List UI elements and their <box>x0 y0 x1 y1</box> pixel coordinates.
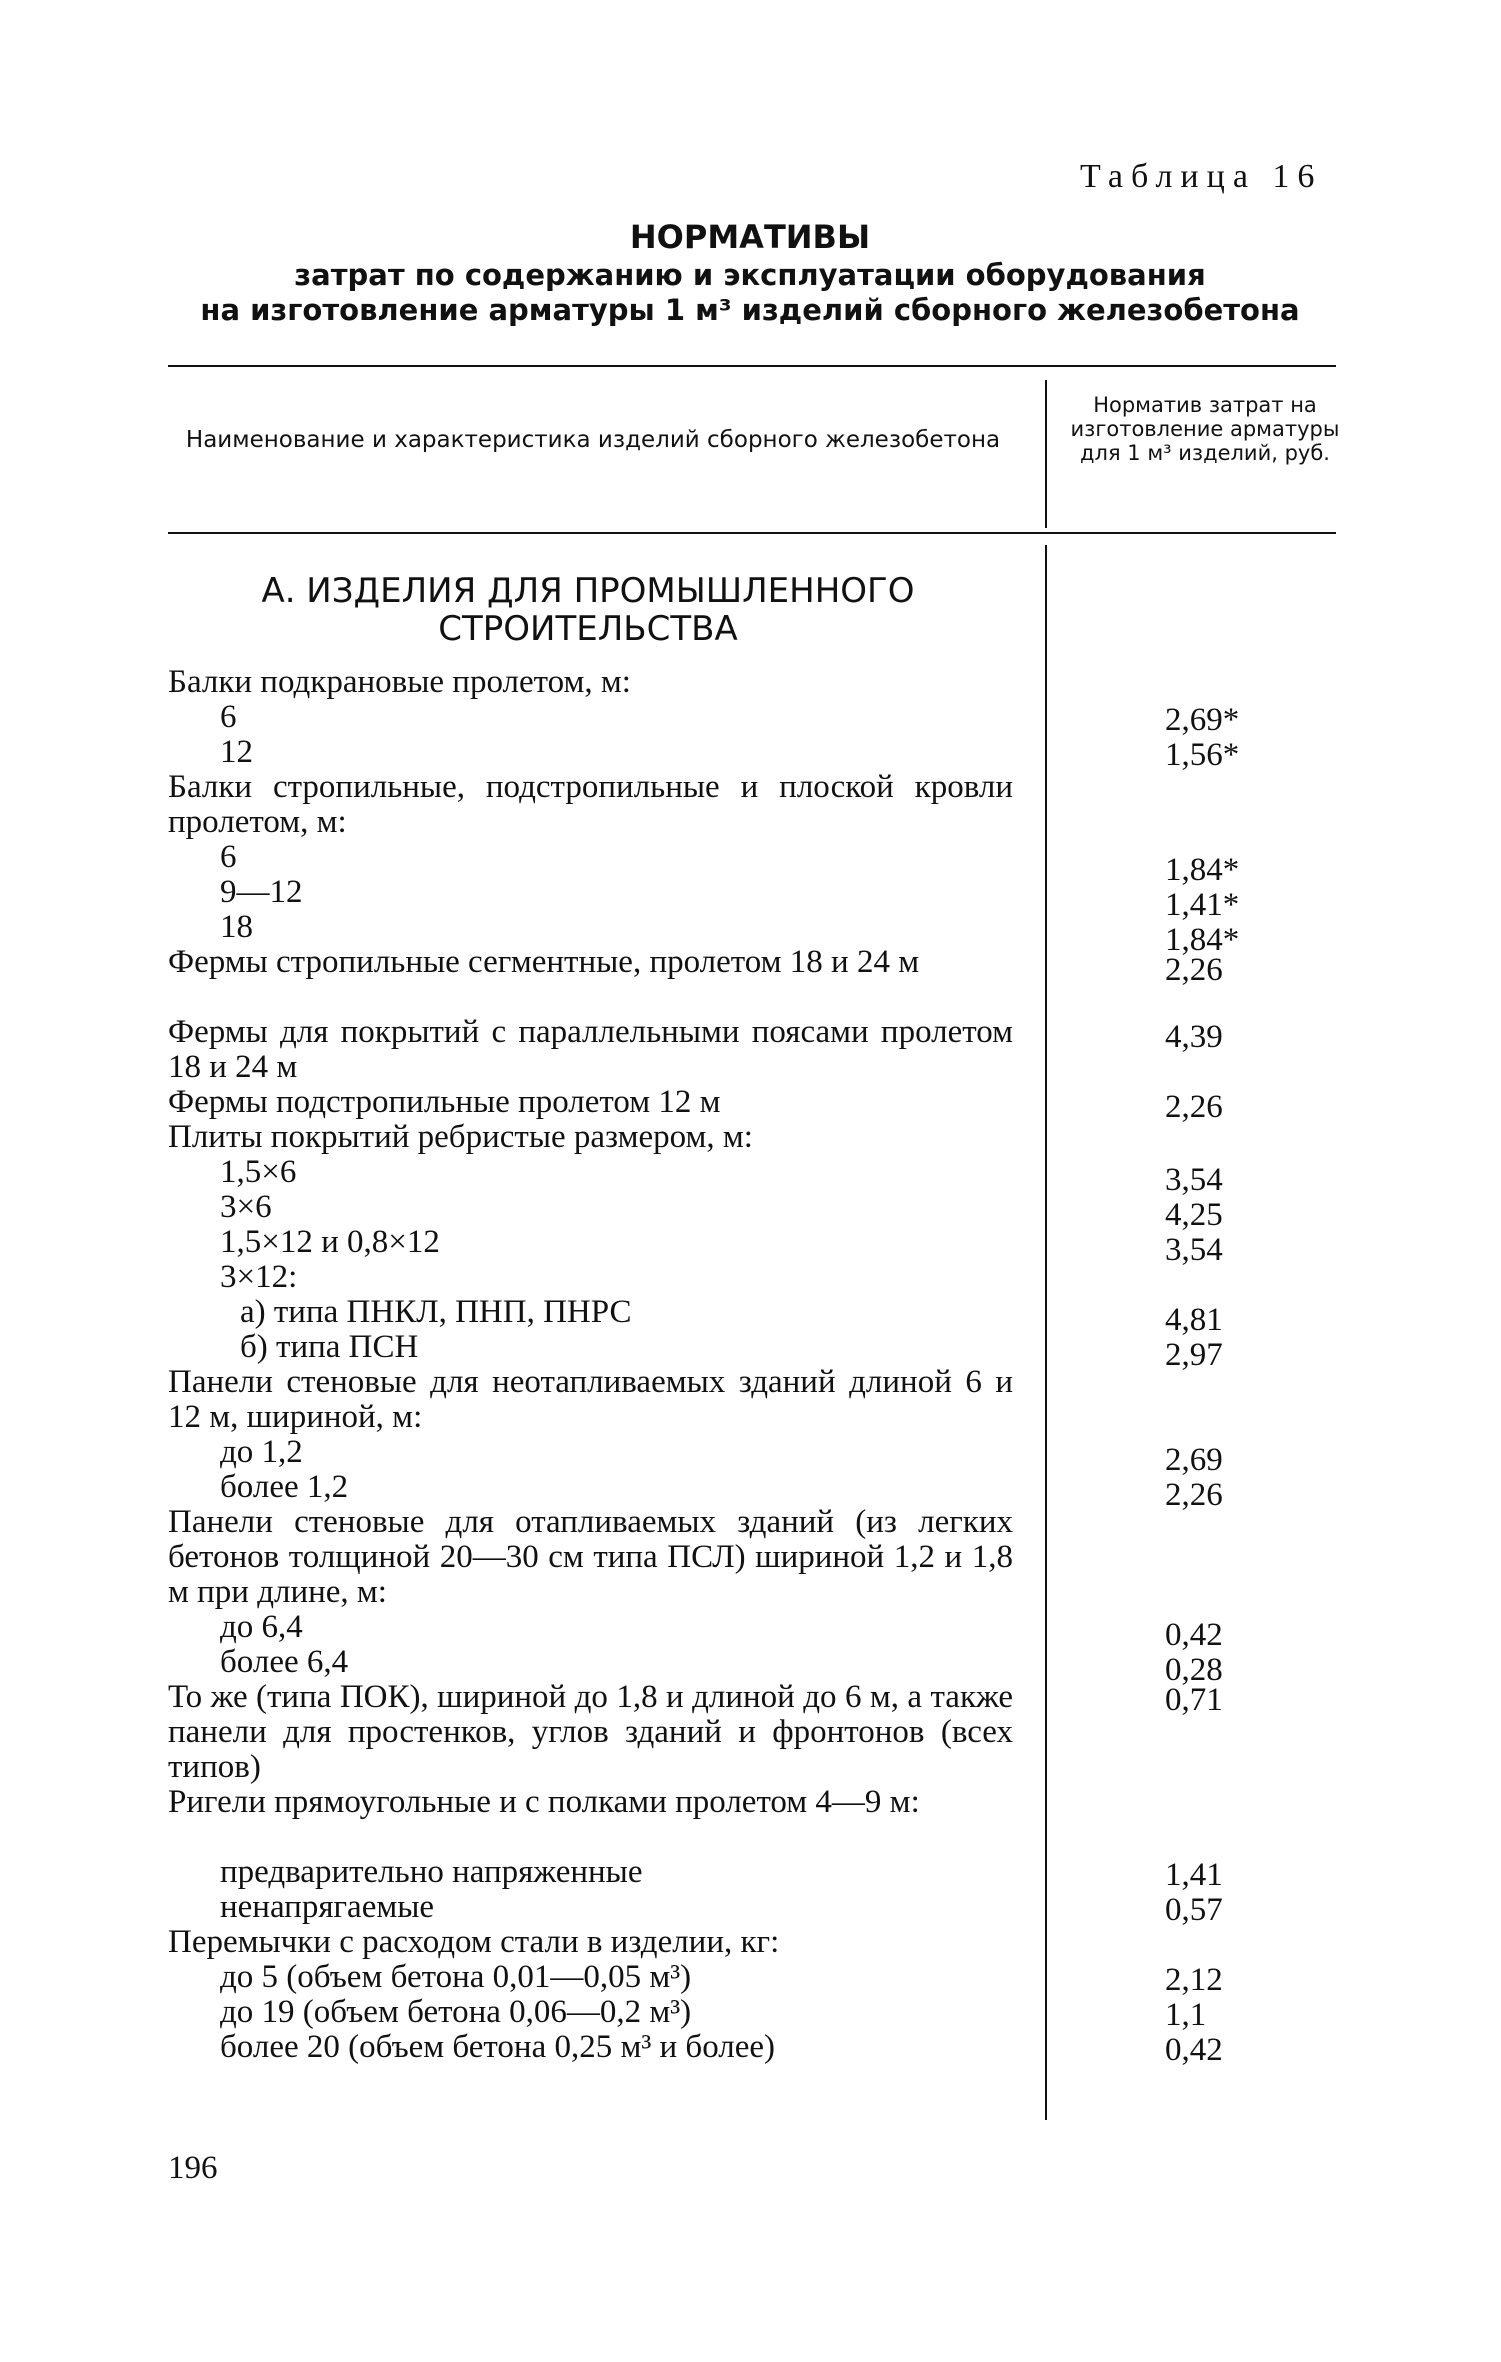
row-label: более 20 (объем бетона 0,25 м³ и более) <box>220 2029 776 2065</box>
row-value: 1,41 <box>1165 1857 1223 1893</box>
row-label: 18 <box>220 909 253 945</box>
page-number: 196 <box>168 2150 218 2186</box>
row-value: 1,84* <box>1165 922 1240 958</box>
row-value: 0,42 <box>1165 1617 1223 1653</box>
row-label: более 6,4 <box>220 1644 349 1680</box>
row-value: 3,54 <box>1165 1232 1223 1268</box>
row-value: 0,42 <box>1165 2032 1223 2068</box>
row-value: 1,41* <box>1165 887 1240 923</box>
row-value: 2,12 <box>1165 1962 1223 1998</box>
row-value: 4,39 <box>1165 1019 1223 1055</box>
row-value: 1,1 <box>1165 1997 1207 2033</box>
row-value: 1,84* <box>1165 852 1240 888</box>
row-value: 2,69* <box>1165 702 1240 738</box>
row-label: более 1,2 <box>220 1469 349 1505</box>
section-heading: А. ИЗДЕЛИЯ ДЛЯ ПРОМЫШЛЕННОГО СТРОИТЕЛЬСТВА <box>261 571 915 649</box>
row-label: предварительно напряженные <box>220 1854 643 1890</box>
table-number: Таблица 16 <box>1080 158 1323 195</box>
row-label: 3×6 <box>220 1189 272 1225</box>
row-label: 6 <box>220 699 237 735</box>
row-value: 3,54 <box>1165 1162 1223 1198</box>
row-value: 2,26 <box>1165 1477 1223 1513</box>
row-value: 2,97 <box>1165 1337 1223 1373</box>
row-value: 2,26 <box>1165 1089 1223 1125</box>
header-bottom-rule <box>168 532 1336 534</box>
row-label: Фермы подстропильные пролетом 12 м <box>168 1084 721 1120</box>
row-label: а) типа ПНКЛ, ПНП, ПНРС <box>240 1294 632 1330</box>
row-label: до 5 (объем бетона 0,01—0,05 м³) <box>220 1959 692 1995</box>
row-label: 6 <box>220 839 237 875</box>
row-label: до 6,4 <box>220 1609 303 1645</box>
row-label: 1,5×12 и 0,8×12 <box>220 1224 440 1260</box>
row-value: 2,26 <box>1165 952 1223 988</box>
row-label: Ригели прямоугольные и с полками пролетом 4—9 м: <box>168 1784 920 1820</box>
row-label: Фермы для покрытий с параллельными поясами пролетом 18 и 24 м <box>168 1014 1013 1085</box>
row-label: 9—12 <box>220 874 303 910</box>
row-label: Балки подкрановые пролетом, м: <box>168 664 631 700</box>
row-value: 2,69 <box>1165 1442 1223 1478</box>
row-label: Плиты покрытий ребристые размером, м: <box>168 1119 753 1155</box>
row-value: 0,71 <box>1165 1682 1223 1718</box>
row-label: 3×12: <box>220 1259 298 1295</box>
row-label: ненапрягаемые <box>220 1889 435 1925</box>
row-value: 4,25 <box>1165 1197 1223 1233</box>
row-label: Панели стеновые для отапливаемых зданий (из легких бетонов толщиной 20—30 см типа ПСЛ) шириной 1,2 и 1,8 м при длине, м: <box>168 1504 1013 1610</box>
row-label: до 19 (объем бетона 0,06—0,2 м³) <box>220 1994 692 2030</box>
row-label: до 1,2 <box>220 1434 303 1470</box>
table-subtitle-line-1: затрат по содержанию и эксплуатации оборудования <box>294 258 1206 292</box>
row-value: 0,57 <box>1165 1892 1223 1928</box>
row-label: б) типа ПСН <box>240 1329 419 1365</box>
row-label: Балки стропильные, подстропильные и плоской кровли пролетом, м: <box>168 769 1013 840</box>
row-label: Панели стеновые для неотапливаемых зданий длиной 6 и 12 м, шириной, м: <box>168 1364 1013 1435</box>
row-label: 1,5×6 <box>220 1154 297 1190</box>
row-value: 4,81 <box>1165 1302 1223 1338</box>
row-label: То же (типа ПОК), шириной до 1,8 и длиной до 6 м, а также панели для простенков, углов зданий и фронтонов (всех типов) <box>168 1679 1013 1785</box>
column-header-norm: Норматив затрат на изготовление арматуры для 1 м³ изделий, руб. <box>1070 393 1340 465</box>
row-label: Фермы стропильные сегментные, пролетом 18 и 24 м <box>168 944 920 980</box>
header-column-divider <box>1045 380 1047 528</box>
table-title: НОРМАТИВЫ <box>629 218 871 256</box>
table-top-rule <box>168 365 1336 367</box>
column-header-name: Наименование и характеристика изделий сборного железобетона <box>185 427 1001 453</box>
row-value: 0,28 <box>1165 1652 1223 1688</box>
table-subtitle-line-2: на изготовление арматуры 1 м³ изделий сборного железобетона <box>200 293 1300 327</box>
row-value: 1,56* <box>1165 737 1240 773</box>
row-label: 12 <box>220 734 253 770</box>
row-label: Перемычки с расходом стали в изделии, кг: <box>168 1924 780 1960</box>
body-column-divider <box>1045 545 1047 2120</box>
